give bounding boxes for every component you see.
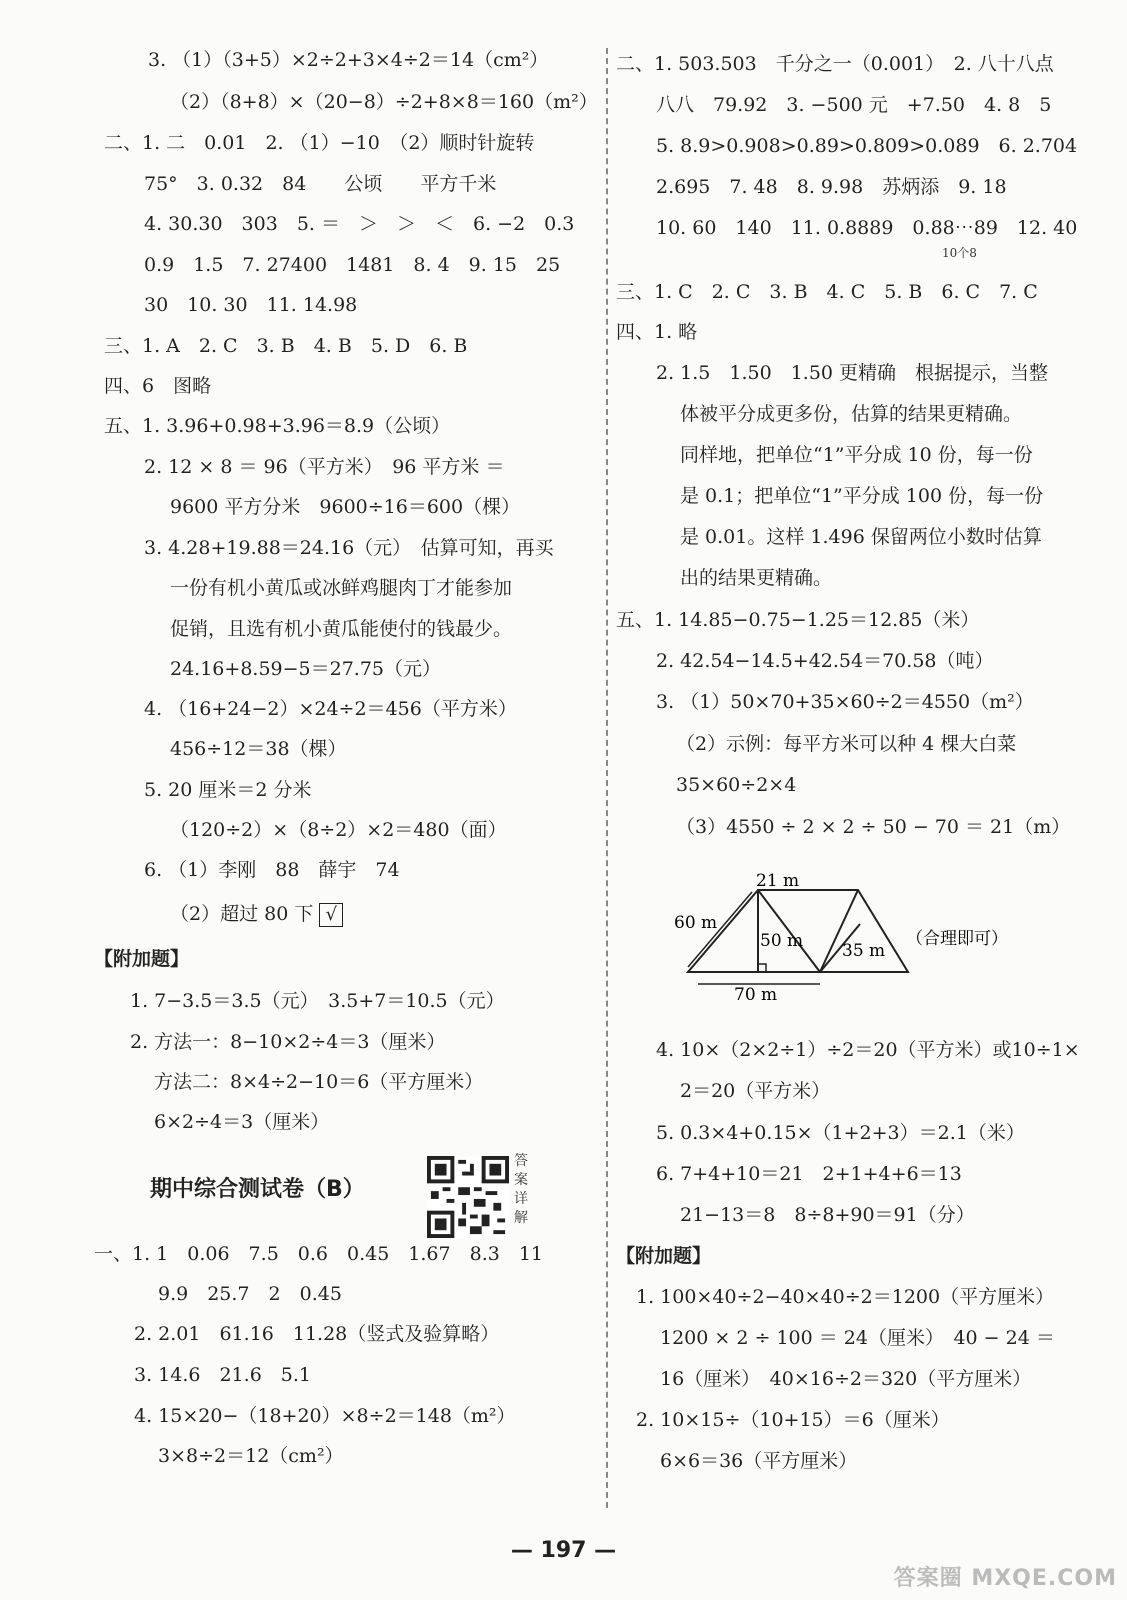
answer-line: 75° 3. 0.32 84 公顷 平方千米 (144, 173, 497, 195)
answer-line: （120÷2）×（8÷2）×2＝480（面） (170, 819, 507, 841)
answer-line: 6. 7+4+10＝21 2+1+4+6＝13 (656, 1163, 962, 1185)
right-angle-mark (758, 964, 766, 972)
answer-line: 三、1. C 2. C 3. B 4. C 5. B 6. C 7. C (616, 281, 1038, 303)
label-bottom: 70 m (734, 985, 778, 1005)
trapezoid-diagram (670, 872, 1060, 1017)
answer-line: 30 10. 30 11. 14.98 (144, 294, 358, 316)
answer-line: 3×8÷2＝12（cm²） (158, 1445, 344, 1467)
page-number: — 197 — (510, 1538, 617, 1563)
answer-line: 2＝20（平方米） (680, 1080, 831, 1102)
answer-line (170, 902, 343, 927)
answer-line: 一份有机小黄瓜或冰鲜鸡腿肉丁才能参加 (170, 577, 513, 599)
answer-line: 2. 2.01 61.16 11.28（竖式及验算略） (134, 1323, 500, 1345)
answer-line: 2.695 7. 48 8. 9.98 苏炳添 9. 18 (656, 176, 1007, 198)
answer-line: 4. 30.30 303 5. ＝ ＞ ＞ ＜ 6. −2 0.3 (144, 213, 575, 235)
bonus-heading: 【附加题】 (94, 948, 190, 970)
answer-line: 四、6 图略 (104, 375, 212, 397)
qr-caption: 答案详解 (514, 1153, 528, 1226)
answer-line: 5. 0.3×4+0.15×（1+2+3）＝2.1（米） (656, 1122, 1025, 1144)
underbrace-note: 10个8 (942, 246, 977, 260)
answer-line: （2）示例：每平方米可以种 4 棵大白菜 (676, 733, 1017, 755)
bonus-heading: 【附加题】 (616, 1245, 712, 1267)
answer-line: 16（厘米） 40×16÷2＝320（平方厘米） (660, 1368, 1032, 1390)
section-title: 期中综合测试卷（B） (150, 1177, 365, 1202)
answer-line: 6. （1）李刚 88 薛宇 74 (144, 859, 400, 881)
answer-line: 五、1. 3.96+0.98+3.96＝8.9（公顷） (104, 415, 451, 437)
answer-line: 2. 12 × 8 ＝ 96（平方米） 96 平方米 ＝ (144, 456, 505, 478)
answer-line: 四、1. 略 (616, 321, 698, 343)
trapezoid-figure (670, 872, 1060, 1012)
answer-line: 35×60÷2×4 (676, 774, 797, 796)
label-mid: 50 m (760, 931, 804, 951)
answer-line: 5. 20 厘米＝2 分米 (144, 779, 312, 801)
answer-line: 出的结果更精确。 (680, 567, 833, 589)
answer-line: 2. 1.5 1.50 1.50 更精确 根据提示，当整 (656, 362, 1049, 384)
answer-line: 体被平分成更多份，估算的结果更精确。 (680, 403, 1023, 425)
answer-line: （3）4550 ÷ 2 × 2 ÷ 50 − 70 ＝ 21（m） (676, 816, 1071, 838)
answer-text: （2）超过 80 下 (170, 903, 314, 925)
answer-line: 4. （16+24−2）×24÷2＝456（平方米） (144, 698, 517, 720)
answer-line: 八八 79.92 3. −500 元 +7.50 4. 8 5 (656, 94, 1052, 116)
answer-line: 方法二：8×4÷2−10＝6（平方厘米） (154, 1071, 484, 1093)
answer-line: 二、1. 二 0.01 2. （1）−10 （2）顺时针旋转 (104, 132, 535, 154)
answer-line: 24.16+8.59−5＝27.75（元） (170, 658, 442, 680)
answer-line: 9.9 25.7 2 0.45 (158, 1283, 342, 1305)
label-top: 21 m (756, 872, 800, 891)
answer-line: 3. （1）（3+5）×2÷2+3×4÷2＝14（cm²） (148, 49, 549, 71)
watermark: 答案圈 MXQE.COM (893, 1566, 1117, 1591)
answer-line: 促销，且选有机小黄瓜能使付的钱最少。 (170, 618, 513, 640)
answer-line: 456÷12＝38（棵） (170, 738, 347, 760)
column-divider (606, 48, 608, 1508)
answer-line: （2）（8+8）×（20−8）÷2+8×8＝160（m²） (170, 91, 598, 113)
answer-line: 3. （1）50×70+35×60÷2＝4550（m²） (656, 691, 1034, 713)
answer-line: 是 0.1；把单位“1”平分成 100 份，每一份 (680, 485, 1044, 507)
answer-line: 五、1. 14.85−0.75−1.25＝12.85（米） (616, 609, 980, 631)
answer-line: 2. 42.54−14.5+42.54＝70.58（吨） (656, 650, 994, 672)
label-left: 60 m (674, 913, 718, 933)
answer-line: 0.9 1.5 7. 27400 1481 8. 4 9. 15 25 (144, 254, 561, 276)
qr-code-icon[interactable] (427, 1156, 509, 1238)
checkbox-checked: √ (319, 903, 343, 927)
answer-line: 4. 15×20−（18+20）×8÷2＝148（m²） (134, 1405, 516, 1427)
answer-line: 2. 方法一：8−10×2÷4＝3（厘米） (130, 1031, 446, 1053)
answer-line: 1. 100×40÷2−40×40÷2＝1200（平方厘米） (636, 1286, 1055, 1308)
answer-line: 一、1. 1 0.06 7.5 0.6 0.45 1.67 8.3 11 (94, 1243, 543, 1265)
label-right: 35 m (842, 941, 886, 961)
answer-line: 3. 4.28+19.88＝24.16（元） 估算可知，再买 (144, 537, 554, 559)
answer-line: 10. 60 140 11. 0.8889 0.88⋯89 12. 40 (656, 217, 1078, 239)
answer-line: 6×2÷4＝3（厘米） (154, 1111, 330, 1133)
answer-line: 1. 7−3.5＝3.5（元） 3.5+7＝10.5（元） (130, 990, 505, 1012)
answer-line: 21−13＝8 8÷8+90＝91（分） (680, 1204, 975, 1226)
answer-line: 是 0.01。这样 1.496 保留两位小数时估算 (680, 526, 1042, 548)
answer-line: 6×6＝36（平方厘米） (660, 1450, 858, 1472)
answer-line: 9600 平方分米 9600÷16＝600（棵） (170, 496, 521, 518)
answer-line: 三、1. A 2. C 3. B 4. B 5. D 6. B (104, 335, 468, 357)
answer-line: 4. 10×（2×2÷1）÷2＝20（平方米）或10÷1× (656, 1039, 1080, 1061)
answer-line: 同样地，把单位“1”平分成 10 份，每一份 (680, 444, 1033, 466)
answer-line: 二、1. 503.503 千分之一（0.001） 2. 八十八点 (616, 53, 1054, 75)
answer-line: 2. 10×15÷（10+15）＝6（厘米） (636, 1409, 950, 1431)
answer-line: 3. 14.6 21.6 5.1 (134, 1364, 311, 1386)
answer-line: 1200 × 2 ÷ 100 ＝ 24（厘米） 40 − 24 ＝ (660, 1327, 1055, 1349)
label-note: （合理即可） (906, 929, 1008, 949)
answer-line: 5. 8.9>0.908>0.89>0.809>0.089 6. 2.704 (656, 135, 1078, 157)
